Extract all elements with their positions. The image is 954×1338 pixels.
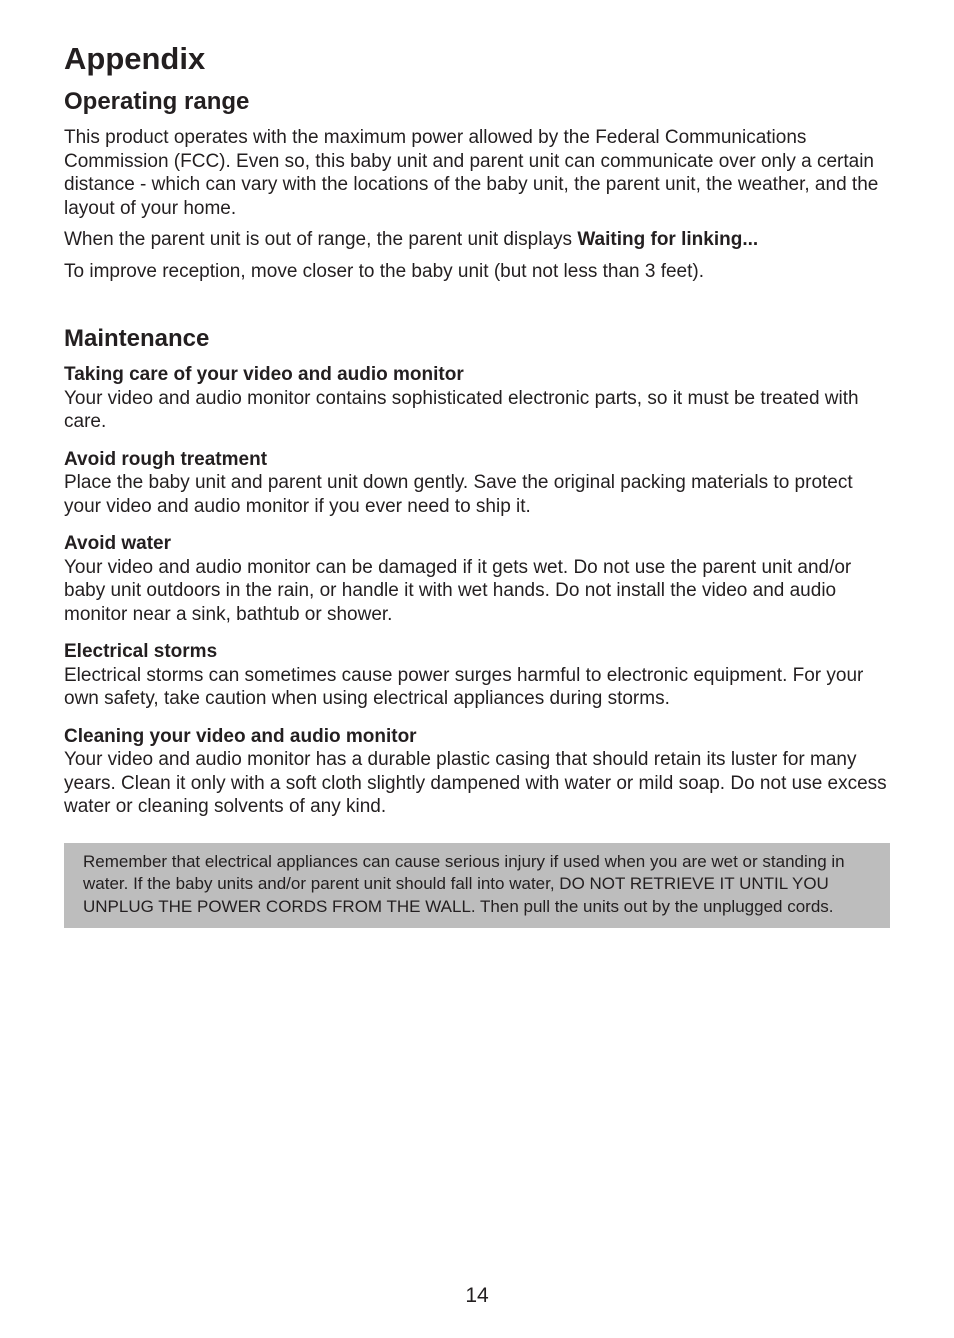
operating-range-paragraph-2 xyxy=(64,228,894,252)
operating-range-paragraph-2-text: When the parent unit is out of range, the parent unit displays xyxy=(64,229,578,250)
maintenance-subheading: Cleaning your video and audio monitor xyxy=(64,725,417,747)
maintenance-text: Your video and audio monitor contains sophisticated electronic parts, so it must be treated with care. xyxy=(64,387,859,432)
maintenance-subheading: Electrical storms xyxy=(64,641,218,662)
maintenance-subheading: Taking care of your video and audio monitor xyxy=(64,364,464,385)
maintenance-section-storms xyxy=(64,640,894,711)
maintenance-section-water xyxy=(64,532,894,626)
maintenance-text: Your video and audio monitor can be damaged if it gets wet. Do not use the parent unit and/or baby unit outdoors in the rain, or handle it with wet hands. Do not install the video and audio monitor near a sink, bathtub or shower. xyxy=(64,556,852,625)
maintenance-section-rough-treatment xyxy=(64,448,894,519)
operating-range-heading: Operating range xyxy=(64,88,250,115)
maintenance-subheading: Avoid water xyxy=(64,533,171,554)
warning-note-text: Remember that electrical appliances can cause serious injury if used when you are wet or standing in water. If the baby units and/or parent unit should fall into water, DO NOT RETRIEVE IT UNTIL YOU UNPLUG THE POWER CORDS FROM THE WALL. Then pull the units out by the unplugged cords. xyxy=(83,851,845,916)
operating-range-paragraph-1: This product operates with the maximum power allowed by the Federal Communications Commission (FCC). Even so, this baby unit and parent unit can communicate over only a certain distance - which can vary with the locations of the baby unit, the parent unit, the weather, and the layout of your home. xyxy=(64,127,879,219)
maintenance-section-cleaning xyxy=(64,725,894,819)
maintenance-heading: Maintenance xyxy=(64,325,210,352)
maintenance-text: Place the baby unit and parent unit down gently. Save the original packing materials to protect your video and audio monitor if you ever need to ship it. xyxy=(64,472,853,517)
maintenance-subheading: Avoid rough treatment xyxy=(64,448,268,470)
warning-note-box xyxy=(64,843,890,929)
maintenance-section-care xyxy=(64,363,894,434)
page-title: Appendix xyxy=(64,41,206,76)
section-spacer xyxy=(64,291,894,325)
operating-range-paragraph-3: To improve reception, move closer to the baby unit (but not less than 3 feet). xyxy=(64,260,705,282)
maintenance-text: Electrical storms can sometimes cause power surges harmful to electronic equipment. For your own safety, take caution when using electrical appliances during storms. xyxy=(64,664,864,709)
page-number: 14 xyxy=(465,1284,489,1307)
waiting-for-linking-text: Waiting for linking... xyxy=(577,229,759,250)
document-page xyxy=(64,40,894,928)
maintenance-text: Your video and audio monitor has a durable plastic casing that should retain its luster for many years. Clean it only with a soft cloth slightly dampened with water or mild soap. Do not use excess water or cleaning solvents of any kind. xyxy=(64,749,887,817)
